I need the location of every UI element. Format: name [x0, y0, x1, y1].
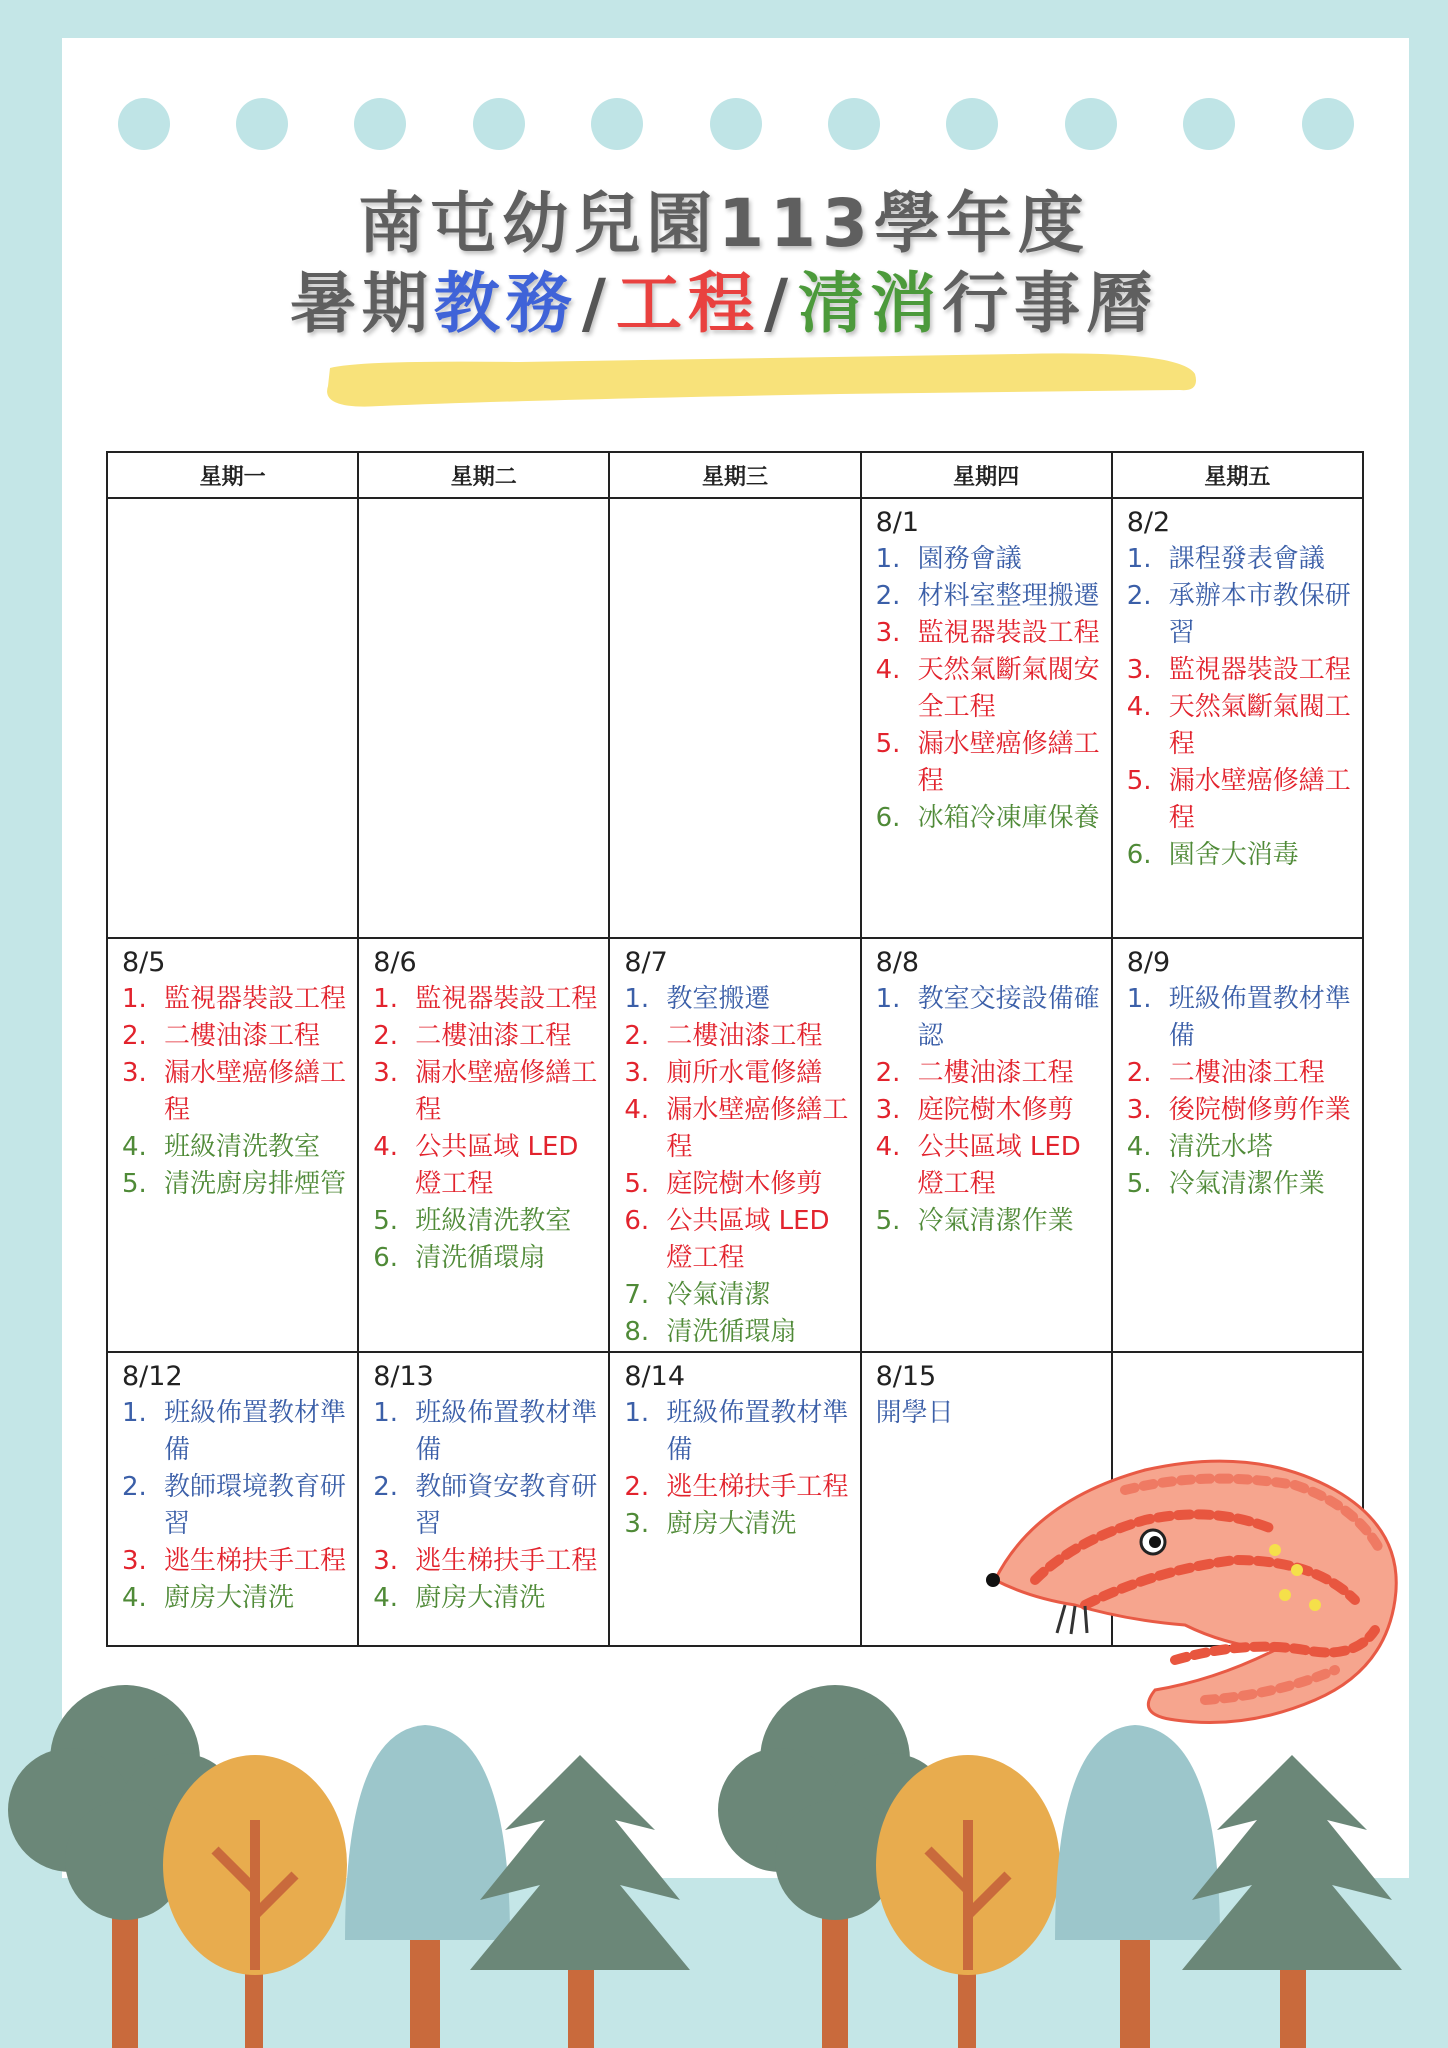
- task-number: 4.: [122, 1583, 147, 1613]
- task-text: 公共區域 LED 燈工程: [666, 1206, 830, 1273]
- task-text: 廁所水電修繕: [666, 1058, 823, 1088]
- task-text: 班級佈置教材準備: [164, 1398, 347, 1465]
- task-text: 課程發表會議: [1168, 544, 1325, 574]
- task-number: 3.: [875, 618, 901, 648]
- task-text: 教師資安教育研習: [415, 1472, 598, 1539]
- task-number: 1.: [624, 1398, 650, 1428]
- task-text: 清洗廚房排煙管: [164, 1169, 347, 1199]
- task-number: 2.: [373, 1472, 398, 1502]
- task-text: 逃生梯扶手工程: [415, 1546, 598, 1576]
- day-date: 8/1: [875, 507, 920, 538]
- task-text: 公共區域 LED 燈工程: [415, 1132, 579, 1199]
- task-number: 1.: [373, 1398, 398, 1428]
- task-item: [373, 1129, 598, 1203]
- task-item: [373, 1469, 598, 1543]
- task-text: 漏水壁癌修繕工程: [415, 1058, 598, 1125]
- decorative-dot: [1183, 98, 1235, 150]
- poster-title-line2: [0, 250, 1448, 345]
- task-text: 班級佈置教材準備: [415, 1398, 598, 1465]
- task-number: 2.: [624, 1472, 650, 1502]
- weekday-header: 星期四: [861, 452, 1112, 498]
- weekday-header: 星期一: [107, 452, 358, 498]
- task-text: 公共區域 LED 燈工程: [917, 1132, 1081, 1199]
- task-number: 3.: [122, 1058, 147, 1088]
- task-item: [1127, 1055, 1352, 1092]
- task-number: 5.: [1126, 1169, 1152, 1199]
- task-text: 二樓油漆工程: [415, 1021, 572, 1051]
- task-text: 天然氣斷氣閥工程: [1168, 692, 1351, 759]
- task-item: [624, 1203, 849, 1277]
- task-item: [373, 1395, 598, 1469]
- task-number: 4.: [122, 1132, 147, 1162]
- task-item: [876, 615, 1101, 652]
- day-date: 8/13: [373, 1361, 434, 1392]
- task-item: [373, 1203, 598, 1240]
- poster-title-line1: 南屯幼兒園113學年度: [358, 185, 1090, 262]
- decorative-dot: [118, 98, 170, 150]
- task-item: [1127, 837, 1352, 874]
- task-text: 教室交接設備確認: [917, 984, 1100, 1051]
- task-text: 漏水壁癌修繕工程: [164, 1058, 347, 1125]
- decorative-dot: [710, 98, 762, 150]
- calendar-day-cell: [861, 498, 1112, 938]
- decorative-dot: [591, 98, 643, 150]
- task-list: [373, 1395, 598, 1617]
- task-item: [624, 1395, 849, 1469]
- task-text: 班級清洗教室: [415, 1206, 572, 1236]
- task-item: [624, 1314, 849, 1351]
- calendar-day-cell: [1112, 938, 1363, 1352]
- calendar-day-cell: [107, 498, 358, 938]
- day-date: 8/9: [1126, 947, 1171, 978]
- task-text: 材料室整理搬遷: [917, 581, 1100, 611]
- task-text: 冰箱冷凍庫保養: [917, 803, 1100, 833]
- task-number: 5.: [122, 1169, 147, 1199]
- task-item: [876, 1092, 1101, 1129]
- task-number: 5.: [875, 1206, 901, 1236]
- task-number: 3.: [1126, 1095, 1152, 1125]
- task-item: [122, 1129, 347, 1166]
- task-number: 2.: [122, 1472, 147, 1502]
- day-date: 8/8: [875, 947, 920, 978]
- calendar-day-cell: [107, 1352, 358, 1646]
- task-item: [373, 1543, 598, 1580]
- decorative-dot: [1302, 98, 1354, 150]
- task-number: 1.: [373, 984, 398, 1014]
- task-number: 4.: [373, 1583, 398, 1613]
- calendar-day-cell: [609, 938, 860, 1352]
- task-number: 3.: [624, 1058, 650, 1088]
- calendar-day-cell: [107, 938, 358, 1352]
- task-number: 1.: [1126, 544, 1152, 574]
- title-separator: /: [581, 265, 612, 342]
- task-text: 監視器裝設工程: [415, 984, 598, 1014]
- task-number: 6.: [875, 803, 901, 833]
- task-number: 4.: [1126, 692, 1152, 722]
- calendar-day-cell: [1112, 498, 1363, 938]
- task-item: [624, 1018, 849, 1055]
- task-number: 4.: [624, 1095, 650, 1125]
- task-list: [122, 1395, 347, 1617]
- task-number: 7.: [624, 1280, 650, 1310]
- task-text: 班級清洗教室: [164, 1132, 321, 1162]
- weekday-header-row: [107, 452, 1363, 498]
- task-text: 監視器裝設工程: [164, 984, 347, 1014]
- calendar-day-cell: [358, 1352, 609, 1646]
- task-text: 庭院樹木修剪: [666, 1169, 823, 1199]
- task-item: [373, 1240, 598, 1277]
- task-text: 冷氣清潔作業: [917, 1206, 1074, 1236]
- task-list: [1127, 981, 1352, 1203]
- task-number: 1.: [122, 1398, 147, 1428]
- task-item: [876, 652, 1101, 726]
- task-number: 6.: [373, 1243, 398, 1273]
- task-text: 天然氣斷氣閥安全工程: [917, 655, 1100, 722]
- task-number: 8.: [624, 1317, 650, 1347]
- task-text: 逃生梯扶手工程: [164, 1546, 347, 1576]
- task-number: 3.: [624, 1509, 650, 1539]
- task-item: [122, 1395, 347, 1469]
- task-item: [1127, 763, 1352, 837]
- task-number: 1.: [1126, 984, 1152, 1014]
- task-item: [122, 1166, 347, 1203]
- task-item: [876, 726, 1101, 800]
- task-number: 4.: [373, 1132, 398, 1162]
- task-item: [1127, 689, 1352, 763]
- task-item: [1127, 1129, 1352, 1166]
- task-item: [624, 1092, 849, 1166]
- task-text: 二樓油漆工程: [1168, 1058, 1325, 1088]
- task-number: 6.: [1126, 840, 1152, 870]
- task-item: [624, 1166, 849, 1203]
- task-number: 4.: [875, 1132, 901, 1162]
- task-text: 漏水壁癌修繕工程: [1168, 766, 1351, 833]
- calendar-day-cell: [358, 498, 609, 938]
- decorative-dot: [354, 98, 406, 150]
- task-item: [876, 1129, 1101, 1203]
- task-item: [876, 1055, 1101, 1092]
- task-number: 2.: [1126, 1058, 1152, 1088]
- task-number: 2.: [373, 1021, 398, 1051]
- title-separator: /: [764, 265, 795, 342]
- task-item: [1127, 1092, 1352, 1129]
- task-text: 監視器裝設工程: [1168, 655, 1351, 685]
- task-number: 3.: [373, 1546, 398, 1576]
- task-number: 2.: [875, 1058, 901, 1088]
- title-education: 教務: [433, 265, 578, 342]
- task-item: [122, 981, 347, 1018]
- task-number: 5.: [373, 1206, 398, 1236]
- decorative-dot: [473, 98, 525, 150]
- task-text: 教室搬遷: [666, 984, 771, 1014]
- decorative-dot: [1065, 98, 1117, 150]
- task-list: [624, 981, 849, 1351]
- calendar-day-cell: [609, 1352, 860, 1646]
- task-text: 庭院樹木修剪: [917, 1095, 1074, 1125]
- task-item: [122, 1055, 347, 1129]
- task-number: 1.: [875, 544, 901, 574]
- task-text: 二樓油漆工程: [917, 1058, 1074, 1088]
- task-number: 2.: [1126, 581, 1152, 611]
- task-text: 後院樹修剪作業: [1168, 1095, 1351, 1125]
- calendar-day-cell: [861, 938, 1112, 1352]
- task-item: [122, 1543, 347, 1580]
- task-item: [1127, 652, 1352, 689]
- task-item: [122, 1469, 347, 1543]
- task-item: [624, 1055, 849, 1092]
- day-date: 8/15: [875, 1361, 937, 1392]
- task-number: 3.: [122, 1546, 147, 1576]
- task-number: 4.: [875, 655, 901, 685]
- task-item: [624, 1506, 849, 1543]
- task-item: [373, 1055, 598, 1129]
- task-item: [373, 1580, 598, 1617]
- task-text: 監視器裝設工程: [917, 618, 1100, 648]
- task-number: 1.: [122, 984, 147, 1014]
- title-highlight-stroke: [320, 340, 1202, 410]
- day-date: 8/12: [122, 1361, 183, 1392]
- day-date: 8/2: [1126, 507, 1171, 538]
- task-number: 3.: [373, 1058, 398, 1088]
- task-text: 教師環境教育研習: [164, 1472, 347, 1539]
- task-item: [373, 1018, 598, 1055]
- task-text: 漏水壁癌修繕工程: [666, 1095, 849, 1162]
- task-list: [122, 981, 347, 1203]
- task-item: [122, 1018, 347, 1055]
- task-text: 廚房大清洗: [415, 1583, 546, 1613]
- task-list: [1127, 541, 1352, 874]
- task-text: 清洗循環扇: [415, 1243, 546, 1273]
- task-text: 逃生梯扶手工程: [666, 1472, 849, 1502]
- task-list: [373, 981, 598, 1277]
- task-item: [876, 800, 1101, 837]
- task-item: [1127, 981, 1352, 1055]
- weekday-header: 星期三: [609, 452, 860, 498]
- task-text: 二樓油漆工程: [164, 1021, 321, 1051]
- task-number: 5.: [1126, 766, 1152, 796]
- task-number: 6.: [624, 1206, 650, 1236]
- task-number: 1.: [875, 984, 901, 1014]
- calendar-day-cell: [358, 938, 609, 1352]
- task-item: [876, 981, 1101, 1055]
- task-item: [1127, 541, 1352, 578]
- task-item: [1127, 1166, 1352, 1203]
- task-text: 二樓油漆工程: [666, 1021, 823, 1051]
- calendar-day-cell: [609, 498, 860, 938]
- title-prefix: 暑期: [289, 265, 434, 342]
- day-date: 8/7: [624, 947, 668, 978]
- decorative-dot: [236, 98, 288, 150]
- task-item: [373, 981, 598, 1018]
- weekday-header: 星期二: [358, 452, 609, 498]
- task-text: 清洗水塔: [1168, 1132, 1273, 1162]
- decorative-dot: [946, 98, 998, 150]
- task-number: 3.: [875, 1095, 901, 1125]
- task-text: 廚房大清洗: [164, 1583, 295, 1613]
- task-text: 班級佈置教材準備: [666, 1398, 849, 1465]
- task-item: [624, 1469, 849, 1506]
- day-date: 8/6: [373, 947, 417, 978]
- decorative-dot: [828, 98, 880, 150]
- task-item: [876, 1203, 1101, 1240]
- task-list: [624, 1395, 849, 1543]
- decorative-dots-row: [118, 98, 1354, 154]
- title-suffix: 行事曆: [942, 265, 1159, 342]
- task-text: 清洗循環扇: [666, 1317, 797, 1347]
- weekday-header: 星期五: [1112, 452, 1363, 498]
- task-number: 2.: [122, 1021, 147, 1051]
- task-item: [876, 578, 1101, 615]
- task-item: [122, 1580, 347, 1617]
- task-number: 2.: [624, 1021, 650, 1051]
- task-text: 園舍大消毒: [1168, 840, 1299, 870]
- task-text: 漏水壁癌修繕工程: [917, 729, 1100, 796]
- title-cleaning: 清消: [798, 265, 943, 342]
- day-date: 8/14: [624, 1361, 686, 1392]
- day-note: 開學日: [875, 1398, 954, 1428]
- calendar-week-row: [107, 938, 1363, 1352]
- task-text: 承辦本市教保研習: [1168, 581, 1351, 648]
- calendar-week-row: [107, 498, 1363, 938]
- task-number: 5.: [624, 1169, 650, 1199]
- task-text: 園務會議: [917, 544, 1022, 574]
- task-item: [624, 1277, 849, 1314]
- task-item: [876, 541, 1101, 578]
- task-text: 冷氣清潔作業: [1168, 1169, 1325, 1199]
- task-text: 冷氣清潔: [666, 1280, 771, 1310]
- task-number: 2.: [875, 581, 901, 611]
- task-list: [876, 541, 1101, 837]
- task-item: [1127, 578, 1352, 652]
- task-text: 班級佈置教材準備: [1168, 984, 1351, 1051]
- task-number: 5.: [875, 729, 901, 759]
- title-engineering: 工程: [616, 265, 760, 342]
- task-item: [624, 981, 849, 1018]
- day-date: 8/5: [122, 947, 166, 978]
- task-text: 廚房大清洗: [666, 1509, 797, 1539]
- forest-scene: [0, 1640, 1448, 2048]
- task-number: 1.: [624, 984, 650, 1014]
- task-list: [876, 981, 1101, 1240]
- task-number: 4.: [1126, 1132, 1152, 1162]
- task-number: 3.: [1126, 655, 1152, 685]
